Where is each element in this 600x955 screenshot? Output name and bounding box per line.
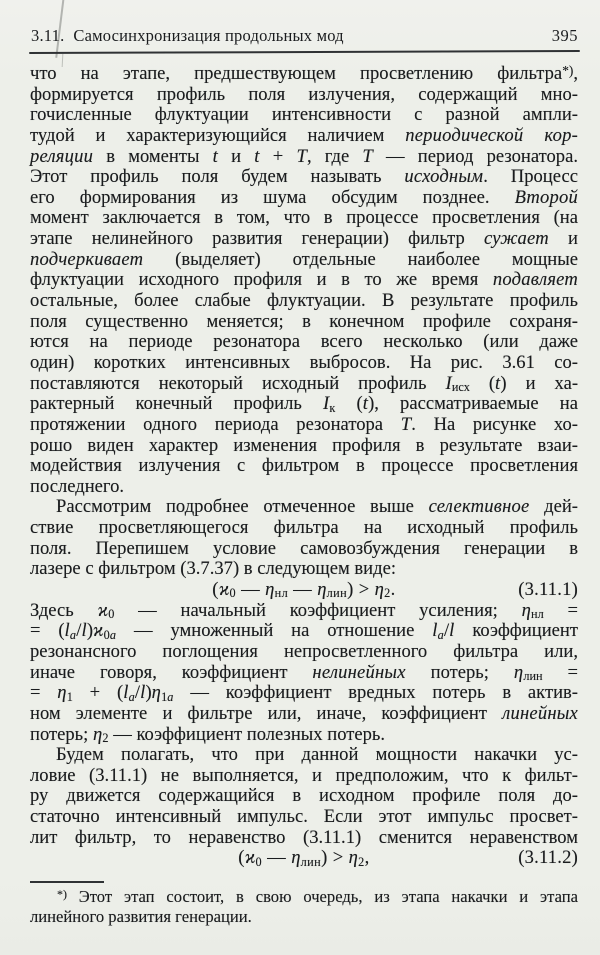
text-line: Будем полагать, что при данной мощности накачки ус-	[56, 744, 578, 766]
footnote-line: *) Этот этап состоит, в свою очередь, из этапа накачки и этапа	[57, 886, 578, 906]
footnote	[30, 881, 578, 926]
footnote-line: линейного развития генерации.	[30, 906, 252, 926]
text-line: лит фильтр, то неравенство (3.11.1) сменится неравенством	[30, 826, 578, 848]
page-number: 395	[551, 26, 578, 45]
text-line: реляции в моменты t и t + T, где T — период резонатора.	[30, 145, 578, 167]
running-header	[31, 26, 578, 45]
text-line: иначе говоря, коэффициент нелинейных потерь; $\eta_{лин}$ =	[30, 661, 579, 684]
text-line: Этот профиль поля будем называть исходным. Процесс	[30, 166, 578, 188]
text-line: Рассмотрим подробнее отмеченное выше селективное дей-	[56, 496, 578, 518]
text-line: рактерный конечный профиль $I_к$ (t), рассматриваемые на	[30, 393, 578, 415]
page-content	[30, 64, 578, 926]
text-line: ном элементе и фильтре или, иначе, коэффициент линейных	[30, 702, 578, 724]
text-line: потерь; $\eta_2$ — коэффициент полезных потерь.	[30, 723, 386, 745]
section-number: 3.11.	[31, 26, 65, 45]
text-line: резонансного поглощения непросветленного фильтра или,	[30, 640, 578, 662]
footnote-text	[30, 887, 578, 926]
text-line: = $(l_a/l)ϰ_{0a}$ — умноженный на отношение $l_a/l$ коэффициент	[30, 620, 578, 642]
text-line: ются на периоде резонатора всего несколько (или даже	[30, 331, 578, 353]
chapter-title: Самосинхронизация продольных мод	[73, 26, 344, 45]
text-line: момент заключается в том, что в процессе просветления (на	[30, 207, 578, 229]
text-line: Здесь $ϰ_0$ — начальный коэффициент усиления; $\eta_{нл}$ =	[30, 599, 578, 622]
text-line: остальные, более слабые флуктуации. В результате профиль	[30, 290, 578, 312]
text-line: ру движется содержащийся в исходном профиле поля до-	[30, 785, 578, 807]
text-line: что на этапе, предшествующем просветлению фильтра*),	[30, 62, 578, 84]
body-text	[30, 64, 578, 869]
equation	[30, 848, 578, 869]
equation-number: (3.11.2)	[518, 847, 578, 869]
text-line: статочно интенсивный импульс. Если этот импульс просвет-	[30, 806, 578, 828]
text-line: поля существенно меняется; в конечном профиле сохраня-	[30, 310, 578, 332]
text-line: ловие (3.11.1) не выполняется, и предположим, что к фильт-	[30, 764, 578, 786]
equation-formula: ($ϰ_0$ — $\eta_{лин}) > \eta_2$,	[238, 847, 370, 869]
text-line: флуктуации исходного профиля и в то же время подавляет	[30, 269, 578, 291]
text-line: этапе нелинейного развития генерации) фильтр сужает и	[30, 228, 578, 250]
text-line: = $\eta_1 + (l_a/l)\eta_{1a}$ — коэффициент вредных потерь в актив-	[30, 682, 578, 704]
text-line: поля. Перепишем условие самовозбуждения генерации в	[30, 537, 578, 559]
equation-formula: ($ϰ_0$ — $\eta_{нл}$ — $\eta_{лин}) > \eta_2$.	[212, 579, 396, 601]
text-line: протяжении одного периода резонатора T. На рисунке хо-	[30, 413, 578, 435]
text-line: лазере с фильтром (3.7.37) в следующем виде:	[30, 558, 397, 580]
header-rule	[29, 50, 580, 54]
text-line: формируется профиль поля излучения, содержащий мно-	[30, 83, 578, 105]
text-line: рошо виден характер изменения профиля в результате взаи-	[30, 434, 578, 456]
footnote-rule	[30, 881, 104, 883]
text-line: последнего.	[30, 475, 125, 497]
equation	[30, 580, 578, 601]
text-line: ствие просветляющегося фильтра на исходный профиль	[30, 517, 578, 539]
text-line: тудой и характеризующийся наличием периодической кор-	[30, 124, 579, 146]
text-line: гочисленные флуктуации интенсивности с разной ампли-	[30, 104, 578, 126]
text-line: поставляются некоторый исходный профиль $I_{исх}$ (t) и ха-	[30, 372, 579, 395]
equation-number: (3.11.1)	[518, 579, 578, 601]
text-line: модействия излучения с фильтром в процессе просветления	[30, 455, 578, 477]
text-line: подчеркивает (выделяет) отдельные наиболее мощные	[30, 248, 578, 270]
text-line: один) коротких интенсивных выбросов. На рис. 3.61 со-	[30, 351, 578, 373]
text-line: его формирования из шума обсудим позднее. Второй	[30, 186, 578, 208]
